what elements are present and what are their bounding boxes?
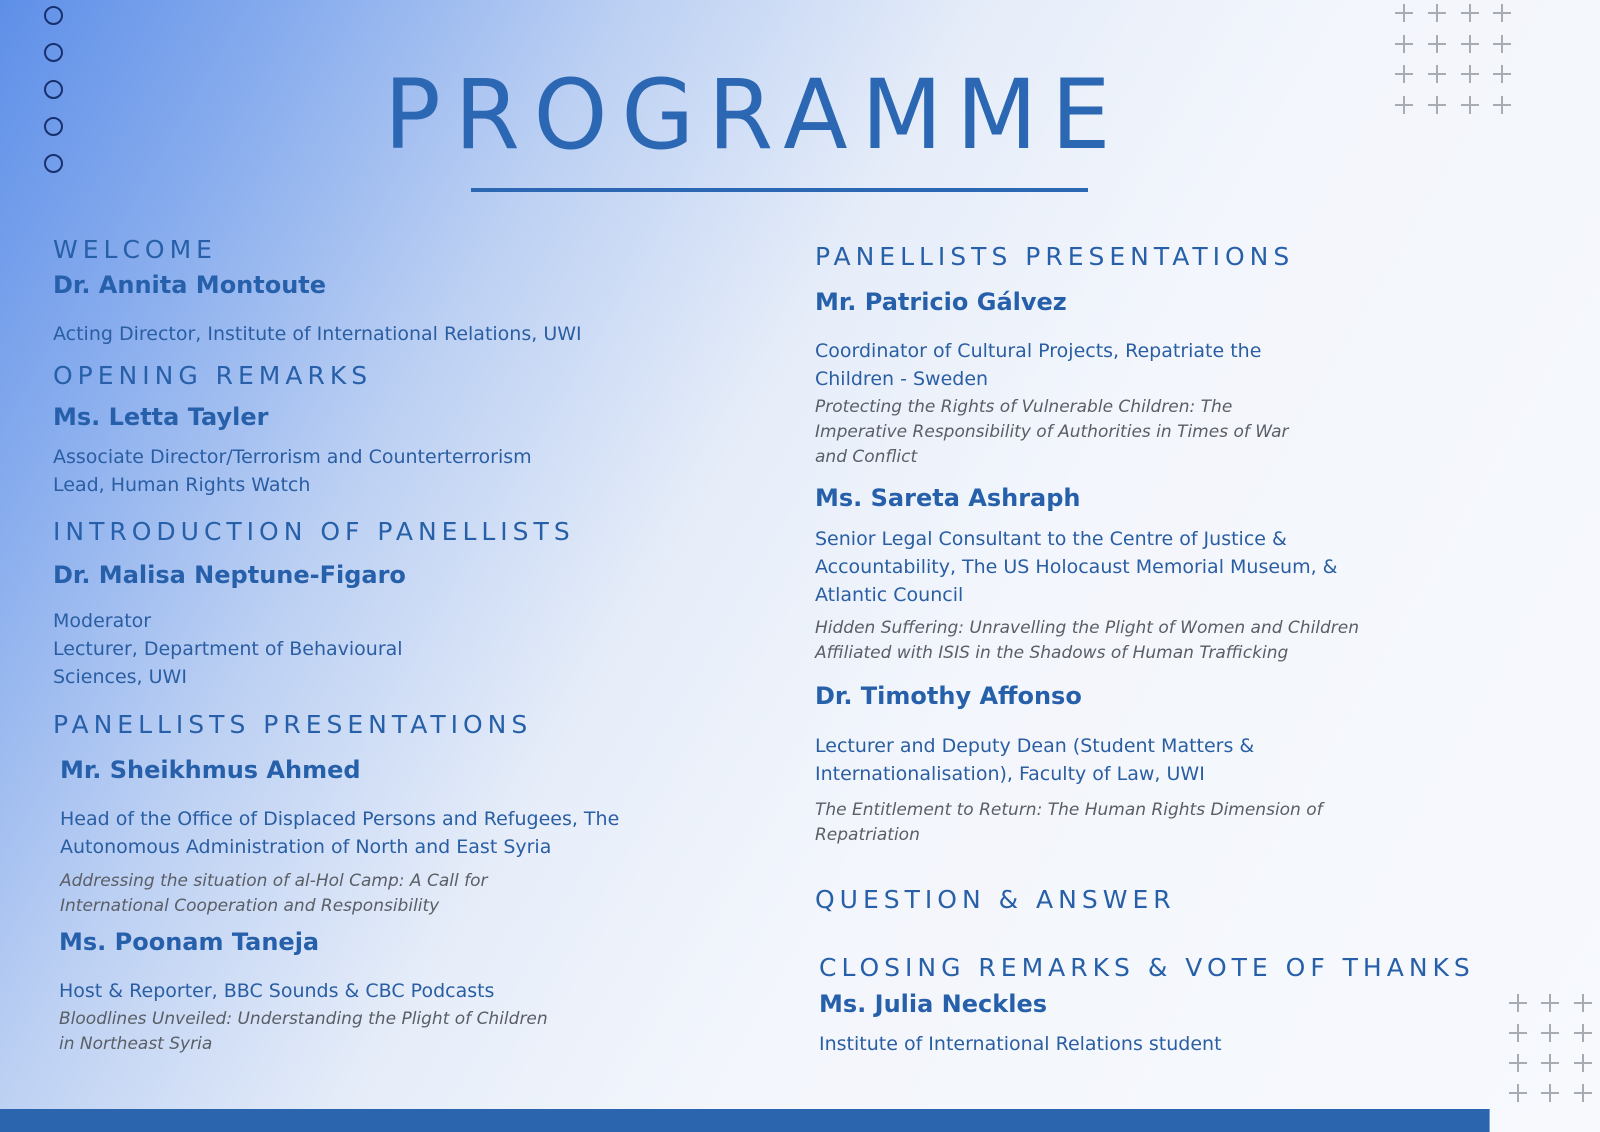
speaker-role: Children - Sweden xyxy=(815,368,989,390)
plus-icon xyxy=(1395,65,1413,83)
plus-icon xyxy=(1428,65,1446,83)
section-heading-introduction: INTRODUCTION OF PANELLISTS xyxy=(53,517,575,546)
presentation-title: in Northeast Syria xyxy=(59,1034,213,1054)
speaker-role: Head of the Office of Displaced Persons and Refugees, The xyxy=(60,808,620,830)
plus-icon xyxy=(1541,994,1559,1012)
speaker-role: Accountability, The US Holocaust Memorial Museum, & xyxy=(815,556,1338,578)
presentation-title: Protecting the Rights of Vulnerable Children: The xyxy=(815,397,1233,417)
plus-icon xyxy=(1461,4,1479,22)
speaker-name: Mr. Patricio Gálvez xyxy=(815,288,1067,316)
plus-icon xyxy=(1428,96,1446,114)
speaker-name: Dr. Malisa Neptune-Figaro xyxy=(53,561,406,589)
circle-outline-icon xyxy=(44,117,63,136)
footer-bar xyxy=(0,1109,1490,1132)
speaker-role: Senior Legal Consultant to the Centre of Justice & xyxy=(815,528,1287,550)
speaker-role: Sciences, UWI xyxy=(53,666,187,688)
presentation-title: Bloodlines Unveiled: Understanding the Plight of Children xyxy=(59,1009,548,1029)
speaker-role: Atlantic Council xyxy=(815,584,964,606)
section-heading-opening-remarks: OPENING REMARKS xyxy=(53,361,373,390)
presentation-title: Addressing the situation of al-Hol Camp: A Call for xyxy=(60,871,488,891)
speaker-role: Moderator xyxy=(53,610,152,632)
speaker-name: Ms. Poonam Taneja xyxy=(59,928,320,956)
presentation-title: The Entitlement to Return: The Human Rights Dimension of xyxy=(815,800,1323,820)
plus-icon xyxy=(1509,994,1527,1012)
circle-outline-icon xyxy=(44,43,63,62)
section-heading-panellists: PANELLISTS PRESENTATIONS xyxy=(53,710,533,739)
section-heading-welcome: WELCOME xyxy=(53,235,217,264)
plus-icon xyxy=(1461,96,1479,114)
speaker-role: Autonomous Administration of North and East Syria xyxy=(60,836,552,858)
speaker-name: Dr. Annita Montoute xyxy=(53,271,327,299)
plus-icon xyxy=(1509,1084,1527,1102)
speaker-role: Lecturer and Deputy Dean (Student Matters & xyxy=(815,735,1255,757)
plus-icon xyxy=(1509,1024,1527,1042)
presentation-title: Hidden Suffering: Unravelling the Plight of Women and Children xyxy=(815,618,1360,638)
plus-icon xyxy=(1574,1024,1592,1042)
plus-icon xyxy=(1541,1054,1559,1072)
speaker-role: Associate Director/Terrorism and Counterterrorism xyxy=(53,446,532,468)
section-heading-closing: CLOSING REMARKS & VOTE OF THANKS xyxy=(819,953,1475,982)
speaker-role: Lecturer, Department of Behavioural xyxy=(53,638,403,660)
speaker-name: Mr. Sheikhmus Ahmed xyxy=(60,756,361,784)
plus-icon xyxy=(1541,1084,1559,1102)
speaker-name: Ms. Sareta Ashraph xyxy=(815,484,1081,512)
speaker-role: Host & Reporter, BBC Sounds & CBC Podcasts xyxy=(59,980,495,1002)
speaker-name: Ms. Letta Tayler xyxy=(53,403,269,431)
plus-icon xyxy=(1574,1054,1592,1072)
plus-icon xyxy=(1395,4,1413,22)
plus-icon xyxy=(1395,35,1413,53)
circle-outline-icon xyxy=(44,6,63,25)
presentation-title: and Conflict xyxy=(815,447,918,467)
presentation-title: Imperative Responsibility of Authorities in Times of War xyxy=(815,422,1289,442)
section-heading-qa: QUESTION & ANSWER xyxy=(815,885,1176,914)
plus-icon xyxy=(1574,1084,1592,1102)
speaker-role: Institute of International Relations student xyxy=(819,1033,1222,1055)
plus-icon xyxy=(1541,1024,1559,1042)
speaker-name: Dr. Timothy Affonso xyxy=(815,682,1082,710)
speaker-role: Acting Director, Institute of International Relations, UWI xyxy=(53,323,582,345)
circle-outline-icon xyxy=(44,154,63,173)
plus-icon xyxy=(1461,35,1479,53)
presentation-title: International Cooperation and Responsibility xyxy=(60,896,440,916)
plus-icon xyxy=(1461,65,1479,83)
section-heading-panellists: PANELLISTS PRESENTATIONS xyxy=(815,242,1295,271)
plus-icon xyxy=(1493,4,1511,22)
page-title: PROGRAMME xyxy=(384,59,1125,171)
speaker-role: Internationalisation), Faculty of Law, UWI xyxy=(815,763,1205,785)
plus-icon xyxy=(1493,35,1511,53)
plus-icon xyxy=(1574,994,1592,1012)
plus-icon xyxy=(1493,96,1511,114)
circle-outline-icon xyxy=(44,80,63,99)
speaker-name: Ms. Julia Neckles xyxy=(819,990,1047,1018)
speaker-role: Coordinator of Cultural Projects, Repatriate the xyxy=(815,340,1262,362)
speaker-role: Lead, Human Rights Watch xyxy=(53,474,311,496)
plus-icon xyxy=(1509,1054,1527,1072)
plus-icon xyxy=(1493,65,1511,83)
plus-icon xyxy=(1395,96,1413,114)
presentation-title: Repatriation xyxy=(815,825,920,845)
presentation-title: Affiliated with ISIS in the Shadows of Human Trafficking xyxy=(815,643,1289,663)
plus-icon xyxy=(1428,35,1446,53)
title-underline xyxy=(471,188,1088,192)
plus-icon xyxy=(1428,4,1446,22)
